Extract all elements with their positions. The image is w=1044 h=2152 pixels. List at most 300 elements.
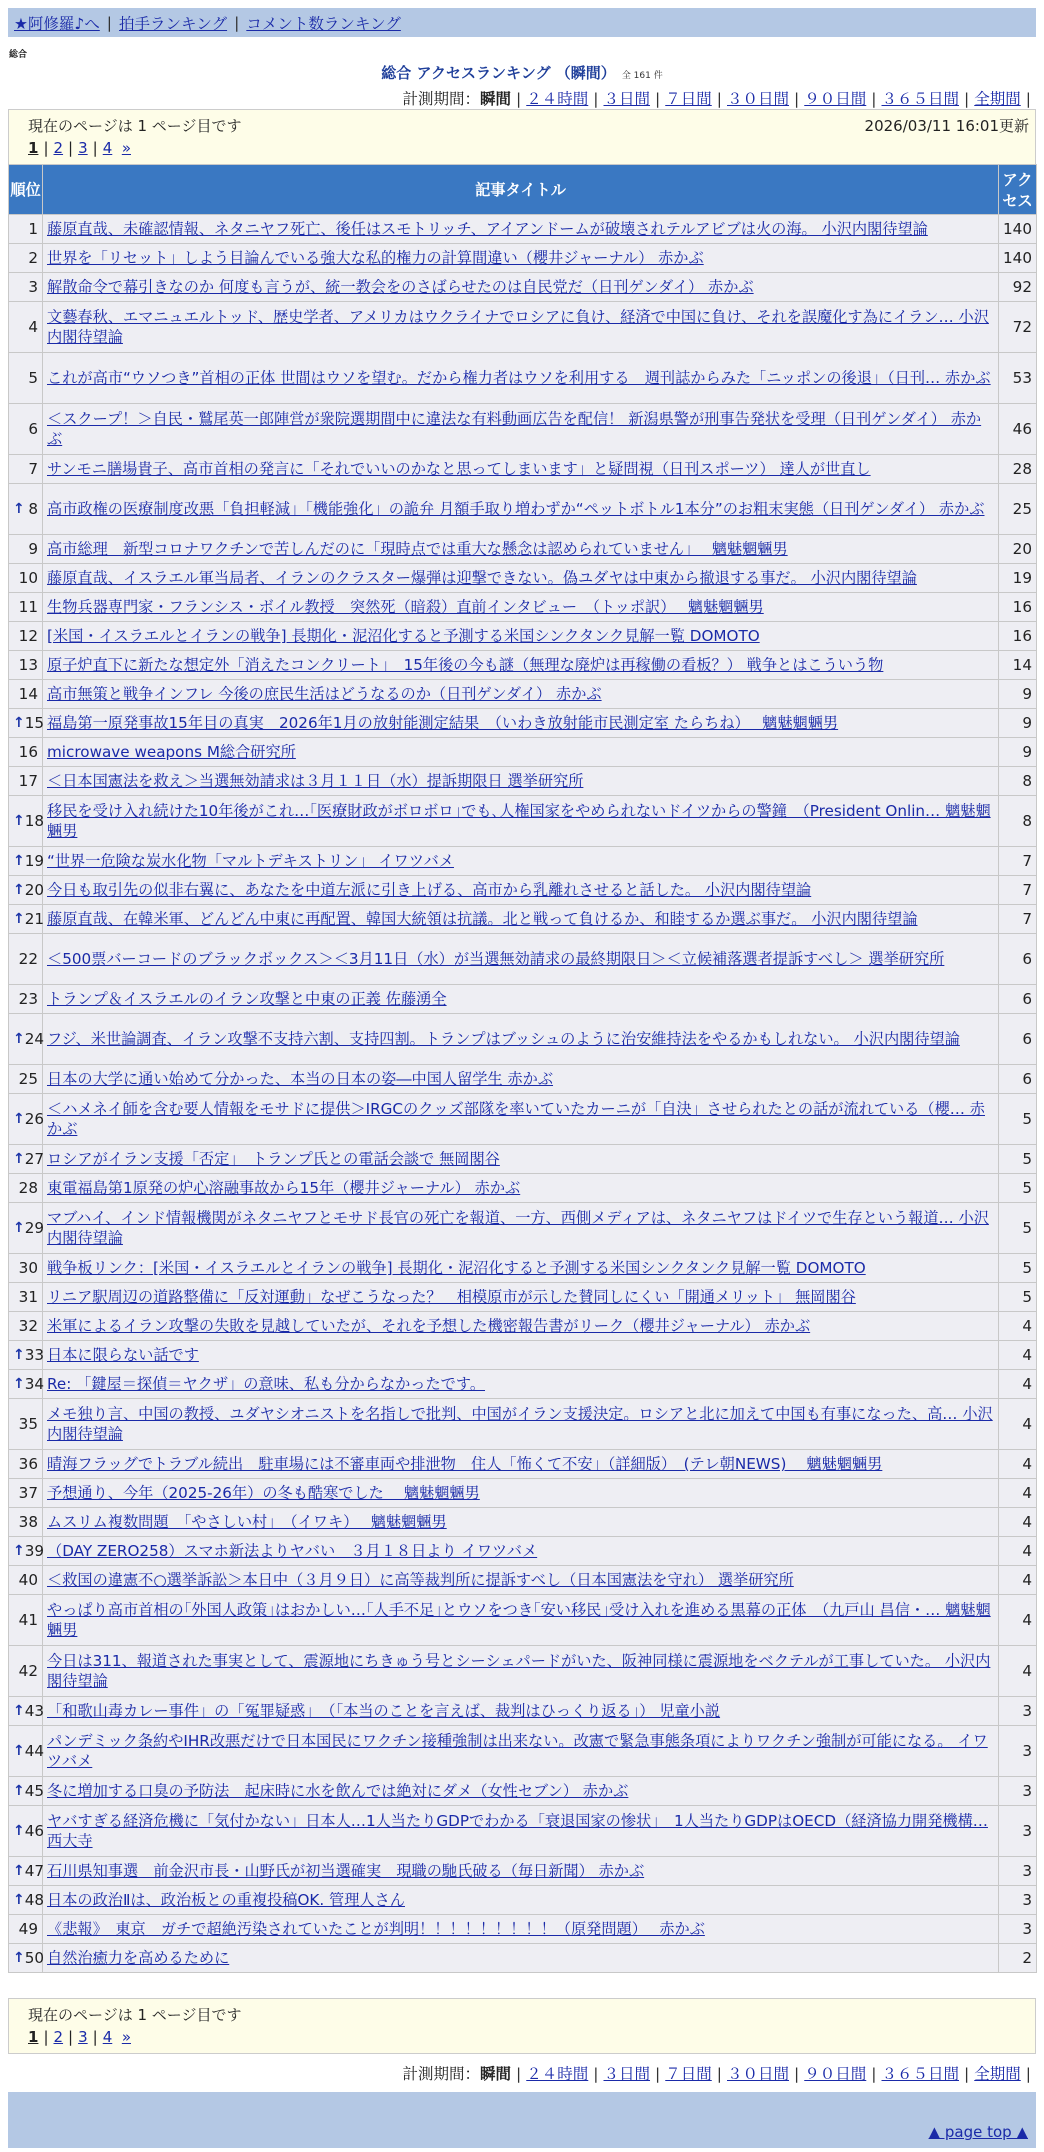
title-cell [43, 1944, 999, 1973]
rank-number: 1 [28, 220, 38, 238]
access-column-header: アクセス [999, 165, 1037, 215]
rank-cell [9, 847, 43, 876]
page-top-link[interactable]: ▲ page top ▲ [928, 2123, 1028, 2141]
rank-cell [9, 651, 43, 680]
total-count: 全 161 件 [621, 71, 663, 81]
table-row [9, 622, 1037, 651]
article-link[interactable]: ムスリム複数問題 「やさしい村」 （イワキ） 魑魅魍魎男 [47, 1513, 447, 1531]
article-link[interactable]: 冬に増加する口臭の予防法 起床時に水を飲んでは絶対にダメ（女性セブン） 赤かぶ [47, 1782, 629, 1800]
table-row [9, 484, 1037, 535]
table-row [9, 1508, 1037, 1537]
rank-number: 7 [28, 460, 38, 478]
rank-cell [9, 622, 43, 651]
access-count: 140 [999, 244, 1037, 273]
article-link[interactable]: ヤバすぎる経済危機に「気付かない」日本人…1人当たりGDPでわかる「衰退国家の惨状」 1人当たりGDPはOECD（経済協力開発機構… 西大寺 [47, 1812, 988, 1850]
access-count: 19 [999, 564, 1037, 593]
table-row [9, 1145, 1037, 1174]
rank-cell [9, 796, 43, 847]
up-arrow-icon: ↑ [13, 1111, 25, 1127]
rank-cell [9, 535, 43, 564]
rank-number: 27 [24, 1150, 45, 1168]
table-row [9, 1450, 1037, 1479]
title-cell [43, 738, 999, 767]
page-link[interactable]: 2 [53, 2028, 64, 2046]
table-row [9, 302, 1037, 353]
rank-number: 23 [18, 990, 38, 1008]
rank-number: 48 [24, 1891, 45, 1909]
rank-cell [9, 1174, 43, 1203]
table-row [9, 1886, 1037, 1915]
title-cell [43, 1697, 999, 1726]
title-cell [43, 1479, 999, 1508]
access-count: 6 [999, 985, 1037, 1014]
article-link[interactable]: ＜500票バーコードのブラックボックス＞＜3月11日（水）が当選無効請求の最終期限日＞＜立候補落選者提訴すべし＞ 選挙研究所 [47, 950, 945, 968]
rank-cell [9, 1065, 43, 1094]
article-link[interactable]: 戦争板リンク：[米国・イスラエルとイランの戦争] 長期化・泥沼化すると予測する米国シンクタンク見解一覧 DOMOTO [47, 1259, 866, 1277]
nav-separator: | [516, 90, 522, 108]
title-cell [43, 1806, 999, 1857]
title-cell [43, 455, 999, 484]
rank-number: 46 [24, 1822, 45, 1840]
rank-cell [9, 302, 43, 353]
access-count: 14 [999, 651, 1037, 680]
table-row [9, 273, 1037, 302]
article-link[interactable]: 今日も取引先の似非右翼に、あなたを中道左派に引き上げる、高市から乳離れさせると話した。 小沢内閣待望論 [47, 881, 812, 899]
rank-cell [9, 934, 43, 985]
rank-cell [9, 1254, 43, 1283]
access-count: 2 [999, 1944, 1037, 1973]
rank-number: 24 [24, 1030, 45, 1048]
nav-separator: | [1025, 90, 1031, 108]
period-label: 計測期間： [402, 2065, 480, 2083]
title-cell [43, 1014, 999, 1065]
rank-cell [9, 1094, 43, 1145]
table-row [9, 535, 1037, 564]
article-link[interactable]: 予想通り、今年（2025-26年）の冬も酷寒でした 魑魅魍魎男 [47, 1484, 480, 1502]
title-cell [43, 273, 999, 302]
table-row [9, 1399, 1037, 1450]
rank-cell [9, 1726, 43, 1777]
rank-number: 19 [24, 852, 45, 870]
rank-cell [9, 1777, 43, 1806]
article-link[interactable]: 東電福島第1原発の炉心溶融事故から15年（櫻井ジャーナル） 赤かぶ [47, 1179, 521, 1197]
table-row [9, 404, 1037, 455]
rank-number: 13 [18, 656, 38, 674]
rank-cell [9, 1479, 43, 1508]
rank-number: 3 [28, 278, 38, 296]
rank-cell [9, 738, 43, 767]
article-link[interactable]: 石川県知事選 前金沢市長・山野氏が初当選確実 現職の馳氏破る（毎日新聞） 赤かぶ [47, 1862, 645, 1880]
title-cell [43, 353, 999, 404]
up-arrow-icon: ↑ [13, 853, 25, 869]
article-link[interactable]: メモ独り言、中国の教授、ユダヤシオニストを名指しで批判、中国がイラン支援決定。ロシアと北に加えて中国も有事になった、高… 小沢内閣待望論 [47, 1405, 993, 1443]
rank-number: 47 [24, 1862, 45, 1880]
rank-number: 11 [18, 598, 38, 616]
next-page-link[interactable]: » [121, 139, 131, 157]
access-count: 4 [999, 1508, 1037, 1537]
rank-number: 20 [24, 881, 45, 899]
rank-number: 2 [28, 249, 38, 267]
article-link[interactable]: 藤原直哉、イスラエル軍当局者、イランのクラスター爆弾は迎撃できない。偽ユダヤは中東から撤退する事だ。 小沢内閣待望論 [47, 569, 917, 587]
table-row [9, 905, 1037, 934]
nav-separator: | [516, 2065, 522, 2083]
up-arrow-icon: ↑ [13, 1950, 25, 1966]
current-page-text: 現在のページは 1 ページ目です [28, 117, 242, 135]
table-row [9, 1944, 1037, 1973]
article-link[interactable]: 米軍によるイラン攻撃の失敗を見越していたが、それを予想した機密報告書がリーク（櫻井ジャーナル） 赤かぶ [47, 1317, 811, 1335]
article-link[interactable]: 今日は311、報道された事実として、震源地にちきゅう号とシーシェパードがいた、阪神同様に震源地をベクテルが工事していた。 小沢内閣待望論 [47, 1652, 991, 1690]
page-link[interactable]: 3 [78, 139, 88, 157]
article-link[interactable]: 原子炉直下に新たな想定外「消えたコンクリート」 15年後の今も謎（無理な廃炉は再稼働の看板？） 戦争とはこういう物 [47, 656, 884, 674]
rank-number: 41 [18, 1611, 38, 1629]
rank-number: 31 [18, 1288, 38, 1306]
article-link[interactable]: 藤原直哉、未確認情報、ネタニヤフ死亡、後任はスモトリッチ、アイアンドームが破壊されテルアビブは火の海。 小沢内閣待望論 [47, 220, 928, 238]
period-link[interactable]: ７日間 [665, 90, 712, 108]
article-link[interactable]: 「和歌山毒カレー事件」の「冤罪疑惑」 （「本当のことを言えば、裁判はひっくり返る」） 児童小説 [47, 1702, 721, 1720]
rank-number: 39 [24, 1542, 45, 1560]
title-cell [43, 244, 999, 273]
title-cell [43, 404, 999, 455]
title-cell [43, 1254, 999, 1283]
period-current: 瞬間 [480, 2065, 512, 2083]
rank-number: 32 [18, 1317, 38, 1335]
up-arrow-icon: ↑ [13, 1151, 25, 1167]
rank-number: 35 [18, 1415, 38, 1433]
nav-separator: | [716, 90, 722, 108]
article-link[interactable]: リニア駅周辺の道路整備に「反対運動」なぜこうなった？ 相模原市が示した賛同しにくい「開通メリット」 無岡閣谷 [47, 1288, 856, 1306]
access-count: 25 [999, 484, 1037, 535]
rank-number: 6 [28, 420, 38, 438]
access-count: 20 [999, 535, 1037, 564]
article-link[interactable]: やっぱり高市首相の｢外国人政策｣はおかしい…｢人手不足｣とウソをつき｢安い移民｣受け入れを進める黒幕の正体 （九戸山 昌信・… 魑魅魍魎男 [47, 1601, 991, 1639]
table-row [9, 847, 1037, 876]
rank-number: 18 [24, 812, 45, 830]
up-arrow-icon: ↑ [13, 882, 25, 898]
title-cell [43, 1595, 999, 1646]
article-link[interactable]: 晴海フラッグでトラブル続出 駐車場には不審車両や排泄物 住人「怖くて不安」（詳細版） (テレ朝NEWS) 魑魅魍魎男 [47, 1455, 883, 1473]
title-cell [43, 535, 999, 564]
table-row [9, 1341, 1037, 1370]
pagination-separator: | [43, 139, 49, 157]
article-link[interactable]: 文藝春秋、エマニュエルトッド、歴史学者、アメリカはウクライナでロシアに負け、経済で中国に負け、それを誤魔化す為にイラン… 小沢内閣待望論 [47, 308, 989, 346]
period-link[interactable]: ２４時間 [526, 90, 589, 108]
up-arrow-icon: ↑ [13, 1703, 25, 1719]
article-link[interactable]: 世界を「リセット」しよう目論んでいる強大な私的権力の計算間違い（櫻井ジャーナル） 赤かぶ [47, 249, 704, 267]
rank-cell [9, 709, 43, 738]
article-link[interactable]: 高市総理 新型コロナワクチンで苦しんだのに「現時点では重大な懸念は認められていません」 魑魅魍魎男 [47, 540, 788, 558]
current-page-number: 1 [28, 139, 39, 157]
updated-timestamp: 2026/03/11 16:01更新 [864, 117, 1029, 135]
rank-number: 37 [18, 1484, 38, 1502]
pagination-separator: | [68, 139, 74, 157]
article-link[interactable]: 《悲報》 東京 ガチで超絶汚染されていたことが判明！！！！！！！！！（原発問題） 赤かぶ [47, 1920, 705, 1938]
period-link[interactable]: ３０日間 [727, 2065, 790, 2083]
rank-number: 5 [28, 369, 38, 387]
access-count: 46 [999, 404, 1037, 455]
article-link[interactable]: 移民を受け入れ続けた10年後がこれ…｢医療財政がボロボロ｣でも､人権国家をやめられないドイツからの警鐘 （President Onlin… 魑魅魍魎男 [47, 802, 991, 840]
period-link[interactable]: ９０日間 [804, 2065, 867, 2083]
access-count: 6 [999, 1065, 1037, 1094]
title-cell [43, 1777, 999, 1806]
table-row [9, 1479, 1037, 1508]
rank-cell [9, 1697, 43, 1726]
period-link[interactable]: ３０日間 [727, 90, 790, 108]
access-count: 5 [999, 1203, 1037, 1254]
page-link[interactable]: 4 [102, 2028, 113, 2046]
period-link[interactable]: ２４時間 [526, 2065, 589, 2083]
table-row [9, 1537, 1037, 1566]
rank-number: 34 [24, 1375, 45, 1393]
ranking-body [9, 215, 1037, 1973]
article-link[interactable]: microwave weapons M総合研究所 [47, 743, 296, 761]
rank-cell [9, 1915, 43, 1944]
nav-separator: | [794, 2065, 800, 2083]
table-row [9, 796, 1037, 847]
article-link[interactable]: （DAY ZERO258）スマホ新法よりヤバい ３月１８日より イワツバメ [47, 1542, 538, 1560]
rank-cell [9, 767, 43, 796]
bottom-bar [8, 2092, 1036, 2148]
period-link[interactable]: ９０日間 [804, 90, 867, 108]
article-link[interactable]: 日本の大学に通い始めて分かった、本当の日本の姿―中国人留学生 赤かぶ [47, 1070, 554, 1088]
article-link[interactable]: マブハイ、インド情報機関がネタニヤフとモサド長官の死亡を報道、一方、西側メディアは、ネタニヤフはドイツで生存という報道… 小沢内閣待望論 [47, 1209, 989, 1247]
nav-separator: | [655, 90, 661, 108]
pagination-separator: | [92, 2028, 98, 2046]
article-link[interactable]: “世界一危険な炭水化物「マルトデキストリン」 イワツバメ [47, 852, 454, 870]
table-row [9, 1595, 1037, 1646]
title-cell [43, 593, 999, 622]
article-link[interactable]: 解散命令で幕引きなのか 何度も言うが、統一教会をのさばらせたのは自民党だ（日刊ゲンダイ） 赤かぶ [47, 278, 754, 296]
table-row [9, 680, 1037, 709]
access-count: 5 [999, 1094, 1037, 1145]
table-row [9, 1312, 1037, 1341]
rank-number: 36 [18, 1455, 38, 1473]
title-cell [43, 484, 999, 535]
rank-number: 21 [24, 910, 45, 928]
title-cell [43, 876, 999, 905]
rank-cell [9, 1595, 43, 1646]
up-arrow-icon: ↑ [13, 1743, 25, 1759]
article-link[interactable]: パンデミック条約やIHR改悪だけで日本国民にワクチン接種強制は出来ない。改憲で緊急事態条項によりワクチン強制が可能になる。 イワツバメ [47, 1732, 988, 1770]
period-navigation-bottom [402, 2062, 1036, 2084]
rank-cell [9, 1341, 43, 1370]
table-row [9, 1203, 1037, 1254]
title-cell [43, 934, 999, 985]
access-count: 5 [999, 1174, 1037, 1203]
period-link[interactable]: ３日間 [603, 90, 651, 108]
table-row [9, 353, 1037, 404]
rank-number: 50 [24, 1949, 45, 1967]
up-arrow-icon: ↑ [13, 1347, 25, 1363]
rank-cell [9, 484, 43, 535]
table-row [9, 1370, 1037, 1399]
article-link[interactable]: 生物兵器専門家・フランシス・ボイル教授 突然死（暗殺）直前インタビュー （トッポ訳） 魑魅魍魎男 [47, 598, 764, 616]
table-row [9, 1174, 1037, 1203]
rank-cell [9, 1646, 43, 1697]
period-link[interactable]: ３６５日間 [881, 2065, 960, 2083]
table-row [9, 1915, 1037, 1944]
comment-ranking-link[interactable]: コメント数ランキング [246, 14, 401, 33]
access-count: 7 [999, 905, 1037, 934]
rank-cell [9, 1399, 43, 1450]
nav-separator: | [871, 90, 877, 108]
period-link[interactable]: ３日間 [603, 2065, 651, 2083]
access-count: 4 [999, 1537, 1037, 1566]
title-cell [43, 796, 999, 847]
page-title-text: 総合 アクセスランキング （瞬間） [381, 64, 616, 82]
table-row [9, 1094, 1037, 1145]
rank-number: 42 [18, 1662, 38, 1680]
access-count: 6 [999, 1014, 1037, 1065]
article-link[interactable]: 福島第一原発事故15年目の真実 2026年1月の放射能測定結果 （いわき放射能市民測定室 たらちね） 魑魅魍魎男 [47, 714, 839, 732]
rank-cell [9, 244, 43, 273]
title-cell [43, 1174, 999, 1203]
period-link[interactable]: 全期間 [974, 2065, 1021, 2083]
access-count: 5 [999, 1145, 1037, 1174]
top-navigation-bar [8, 8, 1036, 37]
up-arrow-icon: ↑ [13, 1220, 25, 1236]
title-cell [43, 1726, 999, 1777]
table-row [9, 1697, 1037, 1726]
title-cell [43, 1283, 999, 1312]
current-page-text: 現在のページは 1 ページ目です [28, 2006, 242, 2024]
article-link[interactable]: [米国・イスラエルとイランの戦争] 長期化・泥沼化すると予測する米国シンクタンク見解一覧 DOMOTO [47, 627, 760, 645]
rank-number: 44 [24, 1742, 45, 1760]
title-cell [43, 767, 999, 796]
title-cell [43, 847, 999, 876]
rank-cell [9, 1508, 43, 1537]
article-link[interactable]: 日本に限らない話です [47, 1346, 199, 1364]
rank-number: 40 [18, 1571, 38, 1589]
access-count: 3 [999, 1777, 1037, 1806]
access-count: 16 [999, 622, 1037, 651]
up-arrow-icon: ↑ [13, 1376, 25, 1392]
rank-cell [9, 353, 43, 404]
access-count: 7 [999, 847, 1037, 876]
period-link[interactable]: 全期間 [974, 90, 1021, 108]
table-row [9, 767, 1037, 796]
rank-cell [9, 1857, 43, 1886]
access-count: 4 [999, 1479, 1037, 1508]
title-cell [43, 709, 999, 738]
table-row [9, 876, 1037, 905]
nav-separator: | [593, 90, 599, 108]
access-count: 9 [999, 680, 1037, 709]
article-link[interactable]: ＜スクープ！＞自民・鷲尾英一郎陣営が衆院選期間中に違法な有料動画広告を配信！ 新潟県警が刑事告発状を受理（日刊ゲンダイ） 赤かぶ [47, 410, 982, 448]
title-cell [43, 1450, 999, 1479]
ranking-table [8, 164, 1037, 1973]
rank-number: 14 [18, 685, 38, 703]
pagination-separator: | [92, 139, 98, 157]
rank-column-header: 順位 [9, 165, 43, 215]
rank-number: 15 [24, 714, 45, 732]
access-count: 140 [999, 215, 1037, 244]
pagination-separator: | [43, 2028, 49, 2046]
rank-number: 49 [18, 1920, 38, 1938]
access-count: 9 [999, 738, 1037, 767]
table-row [9, 564, 1037, 593]
access-count: 4 [999, 1450, 1037, 1479]
rank-number: 25 [18, 1070, 38, 1088]
home-link[interactable]: ★阿修羅♪へ [14, 14, 100, 33]
table-row [9, 709, 1037, 738]
access-count: 4 [999, 1595, 1037, 1646]
nav-separator: | [871, 2065, 877, 2083]
access-count: 72 [999, 302, 1037, 353]
access-count: 3 [999, 1697, 1037, 1726]
rank-cell [9, 215, 43, 244]
rank-number: 22 [18, 950, 38, 968]
pagination-separator: | [68, 2028, 74, 2046]
page-link[interactable]: 2 [53, 139, 64, 157]
rank-cell [9, 905, 43, 934]
period-link[interactable]: ３６５日間 [881, 90, 960, 108]
access-count: 4 [999, 1399, 1037, 1450]
title-cell [43, 905, 999, 934]
article-link[interactable]: これが高市“ウソつき”首相の正体 世間はウソを望む。だから権力者はウソを利用する 週刊誌からみた「ニッポンの後退」（日刊… 赤かぶ [47, 369, 991, 387]
rank-cell [9, 876, 43, 905]
article-link[interactable]: ＜日本国憲法を救え＞当選無効請求は３月１１日（水）提訴期限日 選挙研究所 [47, 772, 584, 790]
article-link[interactable]: サンモニ膳場貴子、高市首相の発言に「それでいいのかなと思ってしまいます」と疑問視（日刊スポーツ） 達人が世直し [47, 460, 871, 478]
article-link[interactable]: ロシアがイラン支援「否定」 トランプ氏との電話会談で 無岡閣谷 [47, 1150, 500, 1168]
table-row [9, 1726, 1037, 1777]
access-count: 3 [999, 1806, 1037, 1857]
article-link[interactable]: 高市政権の医療制度改悪「負担軽減」「機能強化」の詭弁 月額手取り増わずか“ペットボトル1本分”のお粗末実態（日刊ゲンダイ） 赤かぶ [47, 500, 985, 518]
up-arrow-icon: ↑ [13, 1031, 25, 1047]
table-row [9, 1065, 1037, 1094]
access-count: 5 [999, 1254, 1037, 1283]
rank-cell [9, 455, 43, 484]
page-link[interactable]: 4 [102, 139, 113, 157]
page-title [0, 62, 1044, 83]
table-row [9, 1254, 1037, 1283]
pagination-top [28, 139, 131, 157]
article-link[interactable]: 自然治癒力を高めるために [47, 1949, 230, 1967]
title-cell [43, 1508, 999, 1537]
rank-number: 9 [28, 540, 38, 558]
up-arrow-icon: ↑ [13, 1543, 25, 1559]
rank-number: 38 [18, 1513, 38, 1531]
access-count: 4 [999, 1341, 1037, 1370]
rank-number: 16 [18, 743, 38, 761]
rank-cell [9, 1370, 43, 1399]
page-link[interactable]: 3 [78, 2028, 88, 2046]
article-link[interactable]: 日本の政治Ⅱは、政治板との重複投稿OK. 管理人さん [47, 1891, 405, 1909]
current-page-number: 1 [28, 2028, 39, 2046]
title-cell [43, 1065, 999, 1094]
article-link[interactable]: ＜ハメネイ師を含む要人情報をモサドに提供＞IRGCのクッズ部隊を率いていたカーニが「自決」させられたとの話が流れている（櫻… 赤かぶ [47, 1100, 985, 1138]
next-page-link[interactable]: » [121, 2028, 131, 2046]
article-link[interactable]: Re: 「鍵屋＝探偵＝ヤクザ」の意味、私も分からなかったです。 [47, 1375, 486, 1393]
up-arrow-icon: ↑ [13, 501, 25, 517]
title-cell [43, 1399, 999, 1450]
title-cell [43, 1145, 999, 1174]
up-arrow-icon: ↑ [13, 911, 25, 927]
rank-number: 12 [18, 627, 38, 645]
article-link[interactable]: 藤原直哉、在韓米軍、どんどん中東に再配置、韓国大統領は抗議。北と戦って負けるか、和睦するか選ぶ事だ。 小沢内閣待望論 [47, 910, 918, 928]
table-row [9, 244, 1037, 273]
title-cell [43, 680, 999, 709]
article-link[interactable]: トランプ＆イスラエルのイラン攻撃と中東の正義 佐藤湧全 [47, 990, 447, 1008]
rank-number: 45 [24, 1782, 45, 1800]
article-link[interactable]: 高市無策と戦争インフレ 今後の庶民生活はどうなるのか（日刊ゲンダイ） 赤かぶ [47, 685, 602, 703]
clap-ranking-link[interactable]: 拍手ランキング [119, 14, 228, 33]
title-cell [43, 1857, 999, 1886]
article-link[interactable]: フジ、米世論調査、イラン攻撃不支持六割、支持四割。トランプはブッシュのように治安維持法をやるかもしれない。 小沢内閣待望論 [47, 1030, 960, 1048]
period-current: 瞬間 [480, 90, 512, 108]
period-link[interactable]: ７日間 [665, 2065, 712, 2083]
article-link[interactable]: ＜救国の違憲不○選挙訴訟＞本日中（３月９日）に高等裁判所に提訴すべし（日本国憲法を守れ） 選挙研究所 [47, 1571, 794, 1589]
table-row [9, 934, 1037, 985]
